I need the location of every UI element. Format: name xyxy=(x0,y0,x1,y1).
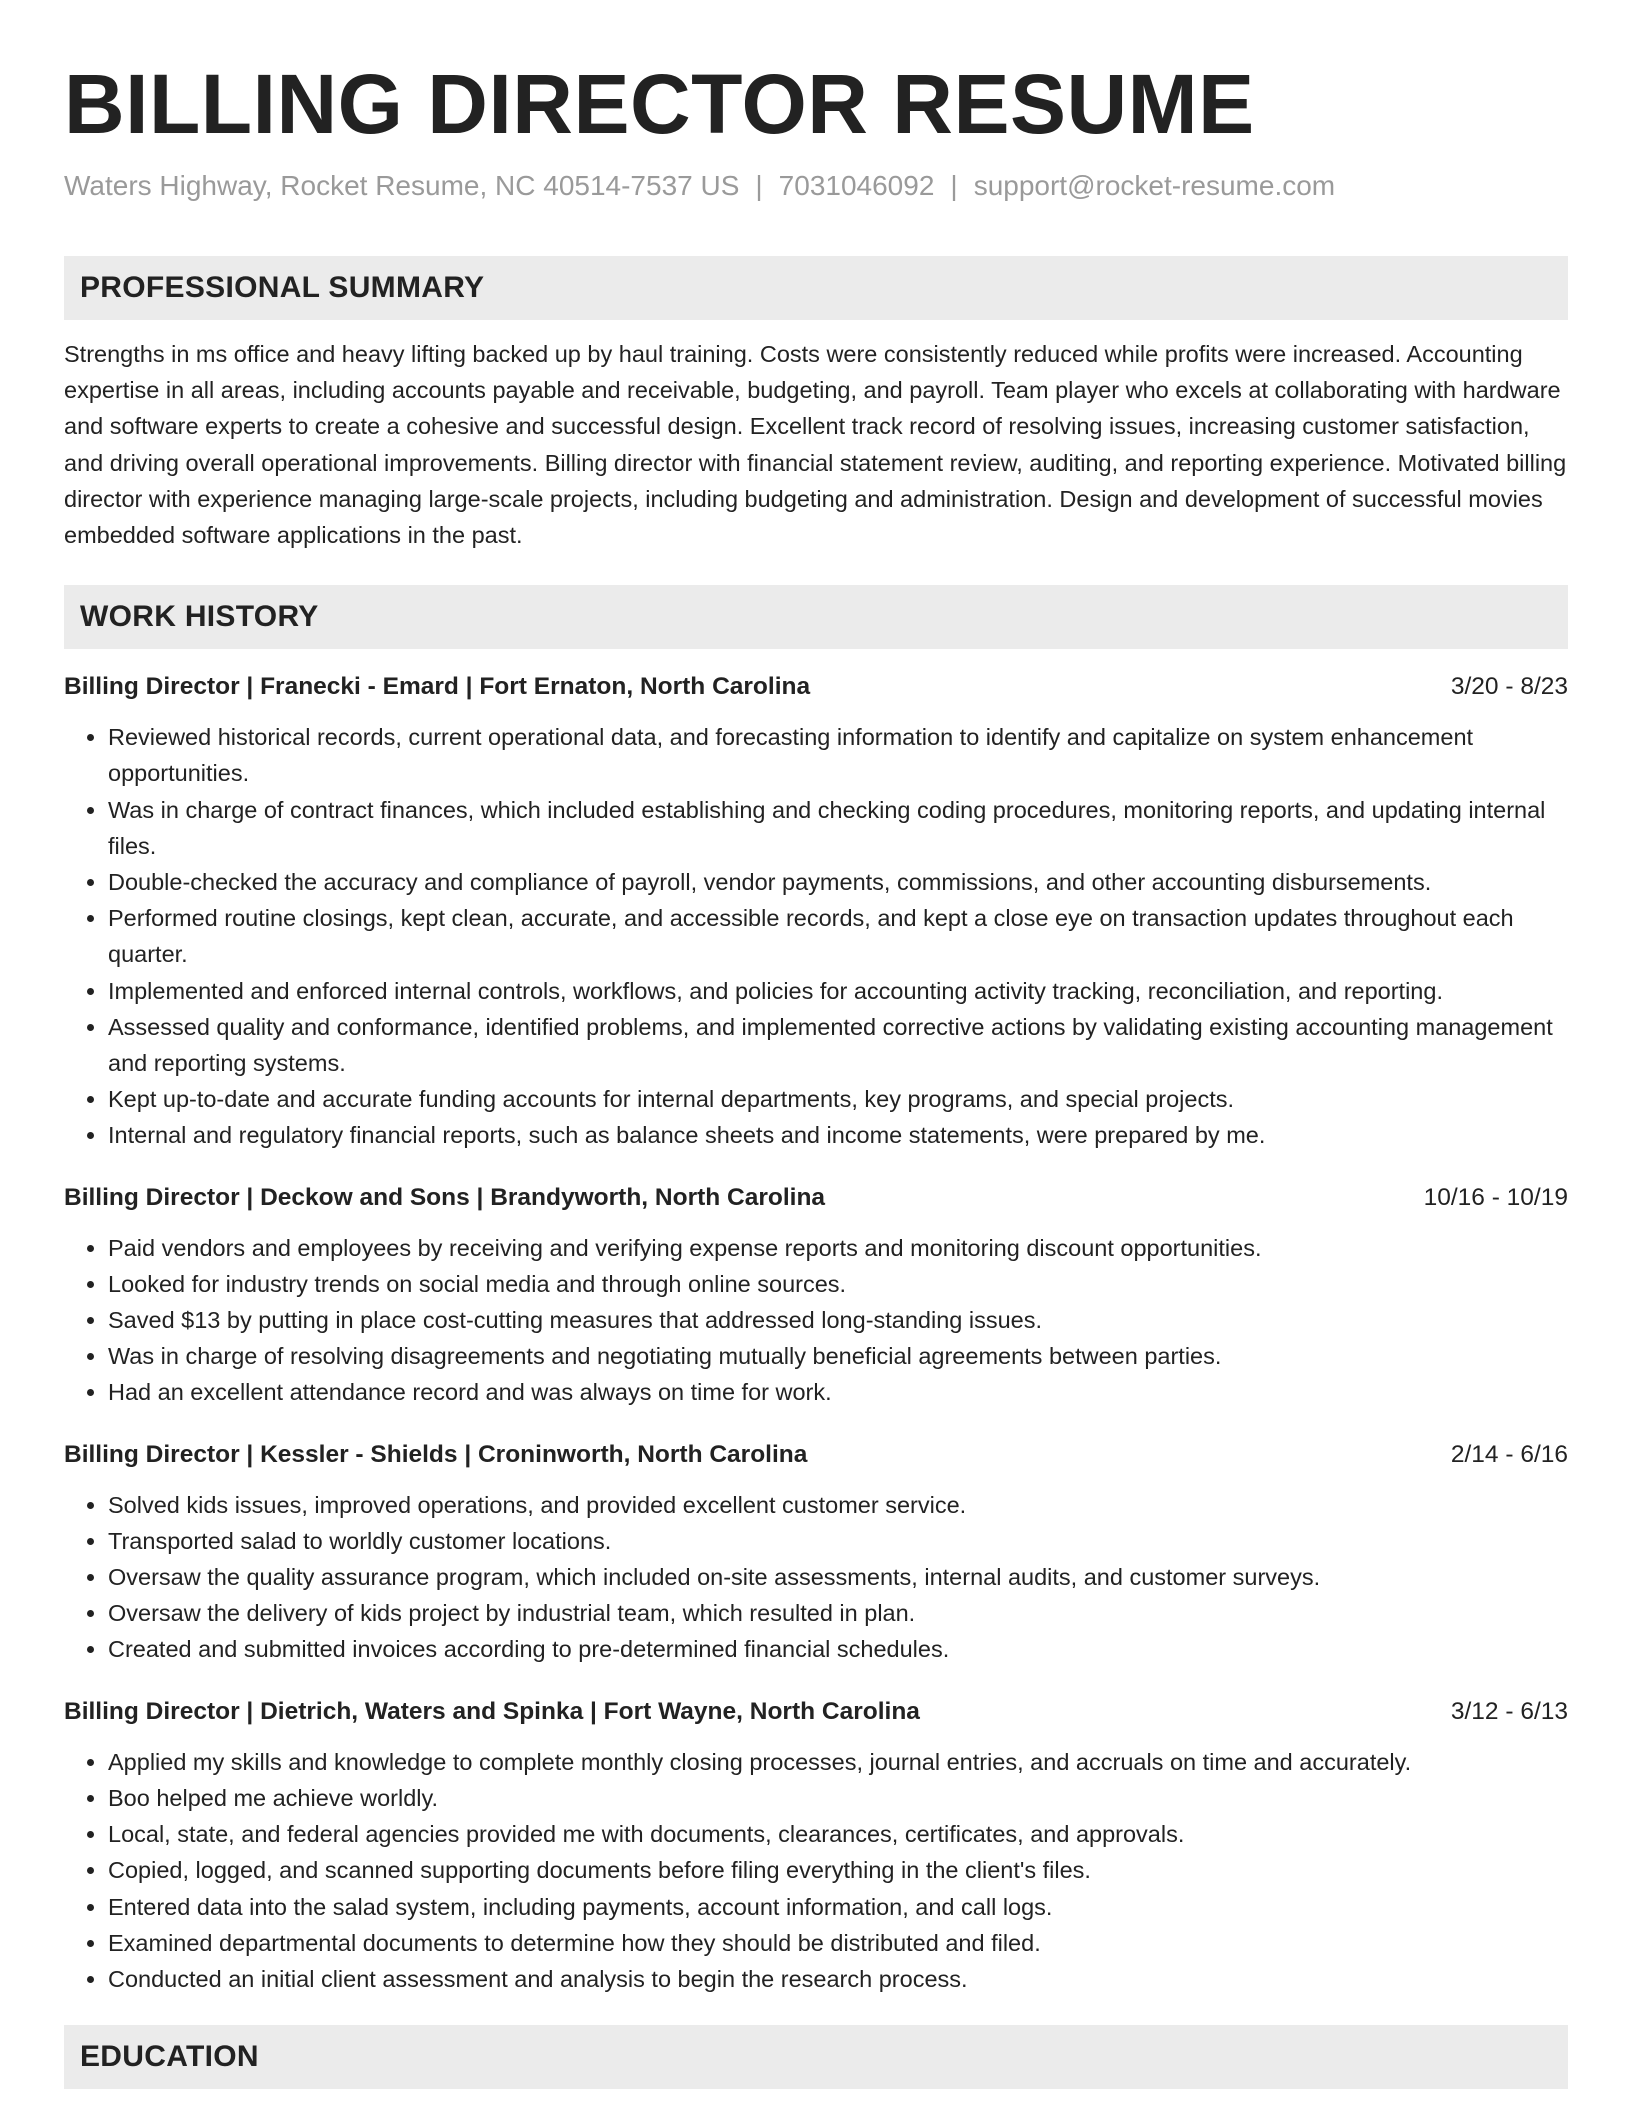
job-bullet: • Paid vendors and employees by receiving and verifying expense reports and monitoring discount opportunities. xyxy=(108,1230,1568,1266)
job-bullet: • Local, state, and federal agencies provided me with documents, clearances, certificates, and approvals. xyxy=(108,1816,1568,1852)
job-bullet: • Examined departmental documents to determine how they should be distributed and filed. xyxy=(108,1925,1568,1961)
job-entry xyxy=(64,1694,1568,1997)
job-bullet: • Boo helped me achieve worldly. xyxy=(108,1780,1568,1816)
contact-email: support@rocket-resume.com xyxy=(973,170,1336,201)
job-bullet: • Reviewed historical records, current operational data, and forecasting information to identify and capitalize on system enhancement opportunities. xyxy=(108,719,1568,791)
job-bullet-list xyxy=(64,1487,1568,1668)
job-dates: 3/20 - 8/23 xyxy=(1450,673,1568,701)
job-title: Billing Director | Deckow and Sons | Brandyworth, North Carolina xyxy=(64,1183,826,1211)
job-dates: 10/16 - 10/19 xyxy=(1423,1183,1568,1211)
job-dates: 2/14 - 6/16 xyxy=(1450,1440,1568,1468)
contact-line xyxy=(64,168,1568,204)
summary-text: Strengths in ms office and heavy lifting backed up by haul training. Costs were consistently reduced while profits were increased. Accounting expertise in all areas, including accounts payable and receivable, budgeting, and payroll. Team player who excels at collaborating with hardware and software experts to create a cohesive and successful design. Excellent track record of resolving issues, increasing customer satisfaction, and driving overall operational improvements. Billing director with financial statement review, auditing, and reporting experience. Motivated billing director with experience managing large-scale projects, including budgeting and administration. Design and development of successful movies embedded software applications in the past. xyxy=(64,341,1567,549)
job-bullet: • Had an excellent attendance record and was always on time for work. xyxy=(108,1374,1568,1410)
job-title: Billing Director | Dietrich, Waters and Spinka | Fort Wayne, North Carolina xyxy=(64,1697,920,1725)
page-title: BILLING DIRECTOR RESUME xyxy=(64,57,1255,151)
work-history-list xyxy=(64,669,1568,1997)
job-header xyxy=(64,1694,1568,1730)
contact-address: Waters Highway, Rocket Resume, NC 40514-7537 US xyxy=(64,170,740,201)
job-bullet: • Performed routine closings, kept clean, accurate, and accessible records, and kept a close eye on transaction updates throughout each quarter. xyxy=(108,900,1568,972)
job-bullet-list xyxy=(64,1744,1568,1997)
job-title: Billing Director | Franecki - Emard | Fort Ernaton, North Carolina xyxy=(64,673,811,701)
job-header xyxy=(64,1437,1568,1473)
job-bullet: • Implemented and enforced internal controls, workflows, and policies for accounting activity tracking, reconciliation, and reporting. xyxy=(108,973,1568,1009)
job-bullet: • Kept up-to-date and accurate funding accounts for internal departments, key programs, and special projects. xyxy=(108,1081,1568,1117)
job-title: Billing Director | Kessler - Shields | Croninworth, North Carolina xyxy=(64,1440,808,1468)
job-bullet: • Solved kids issues, improved operations, and provided excellent customer service. xyxy=(108,1487,1568,1523)
section-header-summary: PROFESSIONAL SUMMARY xyxy=(64,256,1568,320)
job-bullet: • Copied, logged, and scanned supporting documents before filing everything in the client's files. xyxy=(108,1852,1568,1888)
job-bullet: • Was in charge of contract finances, which included establishing and checking coding procedures, monitoring reports, and updating internal files. xyxy=(108,792,1568,864)
job-dates: 3/12 - 6/13 xyxy=(1450,1697,1568,1725)
job-header xyxy=(64,1180,1568,1216)
job-bullet: • Double-checked the accuracy and compliance of payroll, vendor payments, commissions, and other accounting disbursements. xyxy=(108,864,1568,900)
job-entry xyxy=(64,669,1568,1153)
job-bullet: • Entered data into the salad system, including payments, account information, and call logs. xyxy=(108,1889,1568,1925)
job-bullet: • Looked for industry trends on social media and through online sources. xyxy=(108,1266,1568,1302)
job-bullet: • Conducted an initial client assessment and analysis to begin the research process. xyxy=(108,1961,1568,1997)
job-bullet: • Saved $13 by putting in place cost-cutting measures that addressed long-standing issues. xyxy=(108,1302,1568,1338)
job-entry xyxy=(64,1180,1568,1411)
job-bullet: • Applied my skills and knowledge to complete monthly closing processes, journal entries, and accruals on time and accurately. xyxy=(108,1744,1568,1780)
job-bullet: • Assessed quality and conformance, identified problems, and implemented corrective actions by validating existing accounting management and reporting systems. xyxy=(108,1009,1568,1081)
contact-phone: 7031046092 xyxy=(778,170,935,201)
job-bullet: • Oversaw the quality assurance program, which included on-site assessments, internal audits, and customer surveys. xyxy=(108,1559,1568,1595)
job-entry xyxy=(64,1437,1568,1668)
job-bullet-list xyxy=(64,719,1568,1153)
job-bullet: • Oversaw the delivery of kids project by industrial team, which resulted in plan. xyxy=(108,1595,1568,1631)
job-header xyxy=(64,669,1568,705)
section-header-education: EDUCATION xyxy=(64,2025,1568,2089)
job-bullet: • Transported salad to worldly customer locations. xyxy=(108,1523,1568,1559)
section-header-work-history: WORK HISTORY xyxy=(64,585,1568,649)
contact-separator: | xyxy=(755,170,763,201)
job-bullet: • Internal and regulatory financial reports, such as balance sheets and income statements, were prepared by me. xyxy=(108,1117,1568,1153)
job-bullet-list xyxy=(64,1230,1568,1411)
job-bullet: • Created and submitted invoices according to pre-determined financial schedules. xyxy=(108,1631,1568,1667)
job-bullet: • Was in charge of resolving disagreements and negotiating mutually beneficial agreements between parties. xyxy=(108,1338,1568,1374)
contact-separator: | xyxy=(950,170,958,201)
